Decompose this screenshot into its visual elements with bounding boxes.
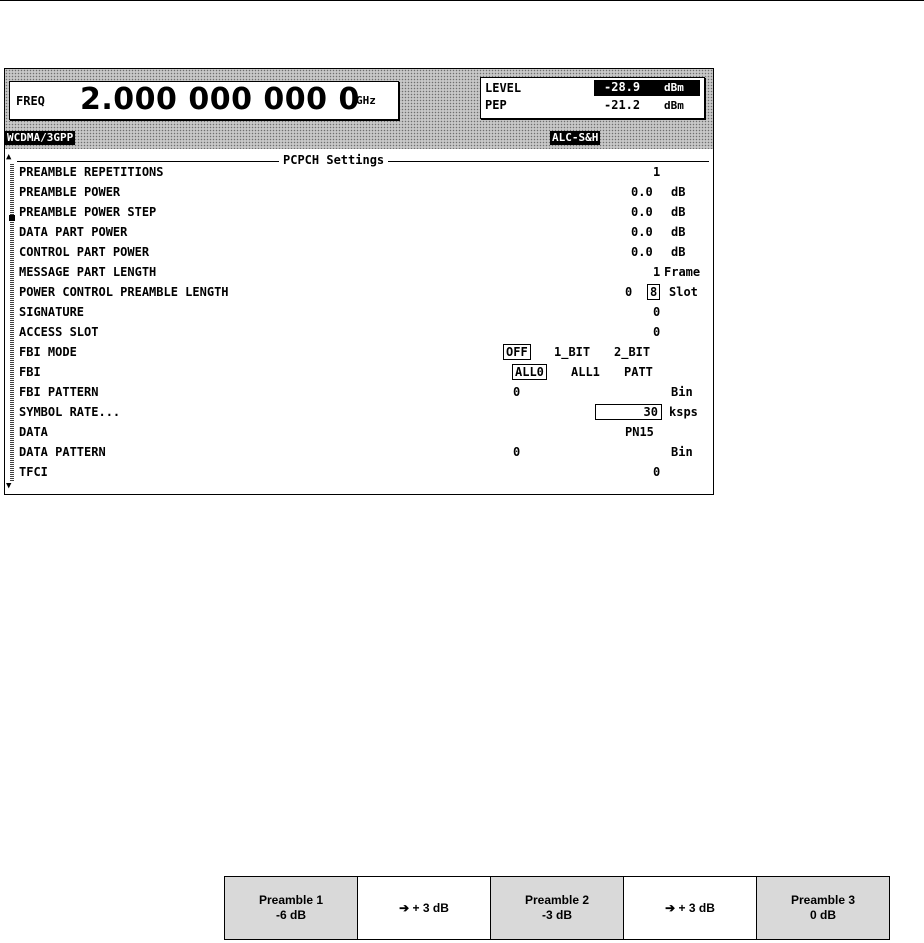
symbol-rate-field[interactable]: 30	[595, 404, 662, 420]
mode-tag-alc: ALC-S&H	[552, 131, 599, 144]
setting-signature[interactable]	[19, 303, 711, 323]
setting-symbol-rate[interactable]	[19, 403, 711, 423]
setting-power-control-preamble-length[interactable]	[19, 283, 711, 303]
setting-label: DATA PATTERN	[19, 445, 106, 459]
setting-value[interactable]: 0.0	[631, 245, 653, 259]
setting-label: DATA	[19, 425, 48, 439]
setting-fbi[interactable]	[19, 363, 711, 383]
cell-line-2: 0 dB	[809, 908, 836, 922]
level-value-highlight	[594, 80, 700, 96]
setting-value[interactable]: 0	[513, 445, 521, 459]
option-1-bit[interactable]: 1_BIT	[554, 345, 591, 359]
setting-access-slot[interactable]	[19, 323, 711, 343]
step-label: ➔ + 3 dB	[399, 900, 449, 915]
step-cell-2	[623, 876, 757, 940]
freq-label: FREQ	[16, 94, 45, 108]
setting-control-part-power[interactable]	[19, 243, 711, 263]
setting-label: SYMBOL RATE...	[19, 405, 121, 419]
setting-data-part-power[interactable]	[19, 223, 711, 243]
setting-value[interactable]: PN15	[625, 425, 654, 439]
setting-unit: Frame	[664, 265, 701, 279]
setting-label: PREAMBLE POWER STEP	[19, 205, 157, 219]
setting-label: CONTROL PART POWER	[19, 245, 150, 259]
setting-message-part-length[interactable]	[19, 263, 711, 283]
setting-value[interactable]: 1	[653, 265, 661, 279]
option-all0-selected[interactable]: ALL0	[512, 364, 547, 380]
cell-line-1: Preamble 3	[790, 893, 856, 907]
setting-fbi-pattern[interactable]	[19, 383, 711, 403]
option-2-bit[interactable]: 2_BIT	[614, 345, 651, 359]
preamble-3-cell	[756, 876, 890, 940]
setting-label: SIGNATURE	[19, 305, 85, 319]
pep-value: -21.2	[604, 98, 641, 112]
setting-label: FBI	[19, 365, 41, 379]
option-all1[interactable]: ALL1	[571, 365, 600, 379]
instrument-screen	[4, 68, 714, 495]
freq-value: 2.000 000 000 0	[80, 82, 360, 117]
setting-label: DATA PART POWER	[19, 225, 128, 239]
panel-title: PCPCH Settings	[279, 153, 388, 167]
level-value: -28.9	[604, 80, 641, 94]
pep-unit: dBm	[664, 99, 684, 112]
setting-value[interactable]: 0	[653, 325, 661, 339]
setting-unit: Bin	[671, 385, 693, 399]
setting-value[interactable]: 0	[653, 305, 661, 319]
mode-tag-wcdma: WCDMA/3GPP	[7, 131, 74, 144]
setting-unit: dB	[671, 245, 686, 259]
step-label: ➔ + 3 dB	[665, 900, 715, 915]
setting-label: MESSAGE PART LENGTH	[19, 265, 157, 279]
setting-preamble-power[interactable]	[19, 183, 711, 203]
setting-preamble-repetitions[interactable]	[19, 163, 711, 183]
setting-data-pattern[interactable]	[19, 443, 711, 463]
setting-value[interactable]: 0.0	[631, 185, 653, 199]
setting-preamble-power-step[interactable]	[19, 203, 711, 223]
option-8-selected[interactable]: 8	[647, 284, 660, 300]
pcpch-settings-panel	[5, 149, 713, 495]
setting-label: ACCESS SLOT	[19, 325, 99, 339]
setting-data[interactable]	[19, 423, 711, 443]
level-unit: dBm	[664, 81, 684, 94]
setting-unit: dB	[671, 205, 686, 219]
setting-unit: dB	[671, 185, 686, 199]
setting-unit: Bin	[671, 445, 693, 459]
option-off-selected[interactable]: OFF	[503, 344, 531, 360]
scroll-up-icon[interactable]: ▲	[6, 152, 12, 162]
setting-value[interactable]: 0.0	[631, 205, 653, 219]
scroll-thumb[interactable]	[9, 215, 15, 221]
setting-tfci[interactable]	[19, 463, 711, 483]
cell-line-1: Preamble 2	[524, 893, 590, 907]
freq-unit: GHz	[356, 94, 376, 107]
setting-label: TFCI	[19, 465, 48, 479]
setting-label: POWER CONTROL PREAMBLE LENGTH	[19, 285, 229, 299]
setting-value[interactable]: 0	[513, 385, 521, 399]
setting-value[interactable]: 1	[653, 165, 661, 179]
scrollbar[interactable]	[10, 163, 14, 481]
preamble-2-cell	[490, 876, 624, 940]
option-0[interactable]: 0	[625, 285, 633, 299]
setting-label: FBI PATTERN	[19, 385, 99, 399]
setting-unit: dB	[671, 225, 686, 239]
setting-fbi-mode[interactable]	[19, 343, 711, 363]
level-label: LEVEL	[485, 81, 522, 95]
cell-line-2: -3 dB	[542, 908, 572, 922]
setting-value[interactable]: 0.0	[631, 225, 653, 239]
cell-line-1: Preamble 1	[258, 893, 324, 907]
preamble-power-diagram	[224, 876, 890, 940]
setting-unit: ksps	[669, 405, 698, 419]
option-patt[interactable]: PATT	[624, 365, 653, 379]
setting-label: FBI MODE	[19, 345, 77, 359]
setting-label: PREAMBLE POWER	[19, 185, 121, 199]
level-display[interactable]	[480, 77, 705, 119]
setting-value[interactable]: 0	[653, 465, 661, 479]
frequency-display[interactable]	[9, 81, 399, 120]
preamble-1-cell	[224, 876, 358, 940]
setting-unit: Slot	[669, 285, 698, 299]
step-cell-1	[357, 876, 491, 940]
setting-label: PREAMBLE REPETITIONS	[19, 165, 164, 179]
scroll-down-icon[interactable]: ▼	[6, 481, 12, 491]
pep-label: PEP	[485, 98, 507, 112]
cell-line-2: -6 dB	[276, 908, 306, 922]
page-top-rule	[0, 0, 924, 1]
